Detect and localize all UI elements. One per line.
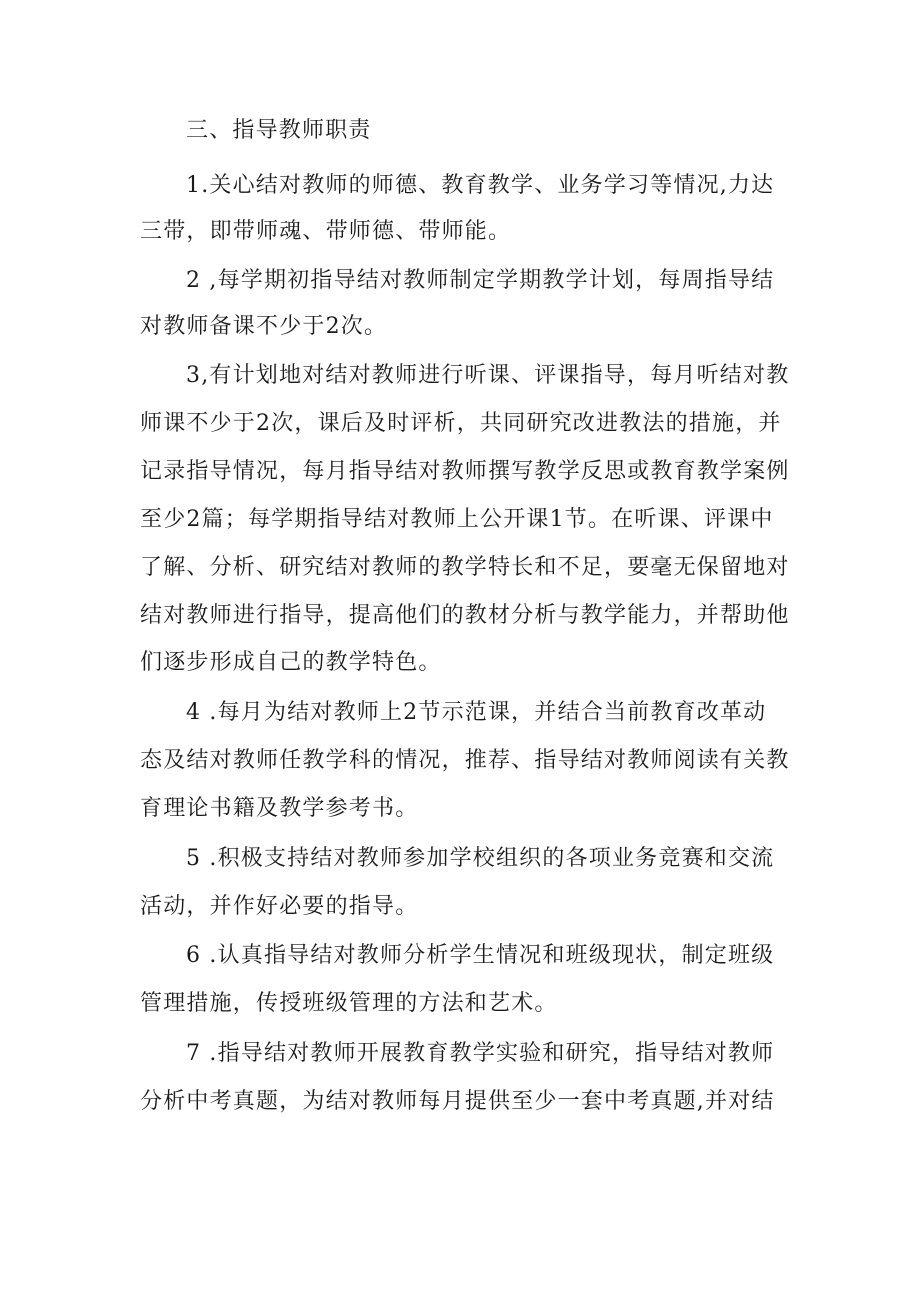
- paragraph-3-line-6: 结对教师进行指导，提高他们的教材分析与教学能力，并帮助他: [140, 603, 790, 628]
- paragraph-3-line-2: 师课不少于2次，课后及时评析，共同研究改进教法的措施，并: [140, 411, 782, 436]
- paragraph-7-line-1: 7 .指导结对教师开展教育教学实验和研究，指导结对教师: [186, 1041, 775, 1066]
- paragraph-3-line-7: 们逐步形成自己的教学特色。: [140, 650, 442, 675]
- paragraph-5-line-1: 5 .积极支持结对教师参加学校组织的各项业务竞赛和交流: [186, 846, 775, 871]
- paragraph-3-line-3: 记录指导情况，每月指导结对教师撰写教学反思或教育教学案例: [140, 459, 790, 484]
- section-heading: 三、指导教师职责: [186, 118, 372, 143]
- paragraph-4-line-1: 4 .每月为结对教师上2节示范课，并结合当前教育改革动: [186, 700, 767, 725]
- paragraph-2-line-2: 对教师备课不少于2次。: [140, 314, 388, 339]
- paragraph-4-line-2: 态及结对教师任教学科的情况，推荐、指导结对教师阅读有关教: [140, 748, 790, 773]
- paragraph-3-line-5: 了解、分析、研究结对教师的教学特长和不足，要毫无保留地对: [140, 555, 790, 580]
- paragraph-3-line-1: 3,有计划地对结对教师进行听课、评课指导，每月听结对教: [186, 363, 790, 388]
- paragraph-6-line-2: 管理措施，传授班级管理的方法和艺术。: [140, 991, 558, 1016]
- paragraph-5-line-2: 活动，并作好必要的指导。: [140, 894, 419, 919]
- paragraph-4-line-3: 育理论书籍及教学参考书。: [140, 796, 419, 821]
- paragraph-6-line-1: 6 .认真指导结对教师分析学生情况和班级现状，制定班级: [186, 943, 775, 968]
- paragraph-7-line-2: 分析中考真题，为结对教师每月提供至少一套中考真题,并对结: [140, 1089, 775, 1114]
- paragraph-3-line-4: 至少2篇；每学期指导结对教师上公开课1节。在听课、评课中: [140, 507, 774, 532]
- paragraph-1-line-1: 1.关心结对教师的师德、教育教学、业务学习等情况,力达: [186, 173, 775, 198]
- paragraph-2-line-1: 2 ,每学期初指导结对教师制定学期教学计划，每周指导结: [186, 268, 775, 293]
- paragraph-1-line-2: 三带，即带师魂、带师德、带师能。: [140, 219, 512, 244]
